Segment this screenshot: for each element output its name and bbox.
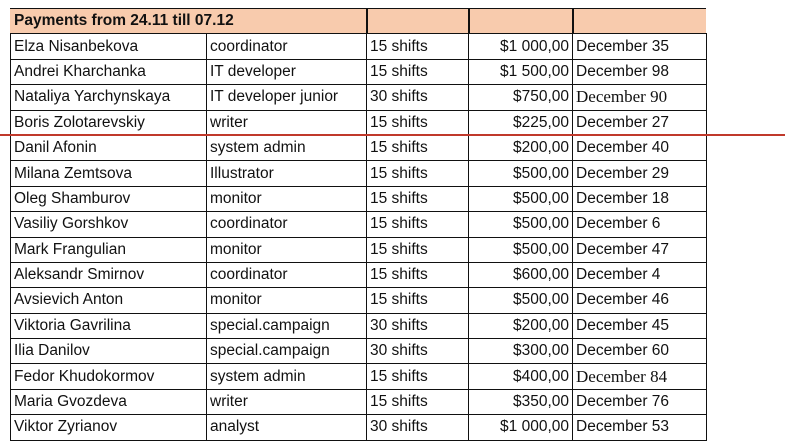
- role-cell: special.campaign: [207, 313, 367, 338]
- table-row: [11, 85, 707, 110]
- shifts-cell: 15 shifts: [367, 364, 469, 389]
- shifts-cell: 30 shifts: [367, 85, 469, 110]
- employee-name-cell: Fedor Khudokormov: [11, 364, 207, 389]
- amount-cell: $500,00: [469, 212, 573, 237]
- payments-table: [10, 8, 707, 441]
- role-cell: coordinator: [207, 212, 367, 237]
- employee-name-cell: Avsievich Anton: [11, 288, 207, 313]
- shifts-cell: 15 shifts: [367, 288, 469, 313]
- amount-cell: $300,00: [469, 339, 573, 364]
- employee-name-cell: Maria Gvozdeva: [11, 389, 207, 414]
- payments-table-body: [11, 9, 707, 441]
- role-cell: special.campaign: [207, 339, 367, 364]
- date-cell: December 90: [573, 85, 707, 110]
- role-cell: monitor: [207, 288, 367, 313]
- amount-cell: $200,00: [469, 135, 573, 160]
- table-row: [11, 161, 707, 186]
- shifts-cell: 15 shifts: [367, 186, 469, 211]
- role-cell: coordinator: [207, 262, 367, 287]
- amount-cell: $225,00: [469, 110, 573, 135]
- payments-title: Payments from 24.11 till 07.12: [14, 12, 234, 30]
- date-cell: December 29: [573, 161, 707, 186]
- table-row: [11, 237, 707, 262]
- date-cell: December 76: [573, 389, 707, 414]
- employee-name-cell: Aleksandr Smirnov: [11, 262, 207, 287]
- table-row: [11, 59, 707, 84]
- shifts-cell: 30 shifts: [367, 339, 469, 364]
- shifts-cell: 15 shifts: [367, 135, 469, 160]
- amount-cell: $1 000,00: [469, 34, 573, 59]
- date-cell: December 27: [573, 110, 707, 135]
- amount-cell: $750,00: [469, 85, 573, 110]
- table-row: [11, 313, 707, 338]
- employee-name-cell: Mark Frangulian: [11, 237, 207, 262]
- date-cell: December 40: [573, 135, 707, 160]
- role-cell: IT developer junior: [207, 85, 367, 110]
- role-cell: monitor: [207, 237, 367, 262]
- header-empty-cell: [469, 9, 573, 34]
- amount-cell: $400,00: [469, 364, 573, 389]
- role-cell: Illustrator: [207, 161, 367, 186]
- amount-cell: $500,00: [469, 186, 573, 211]
- shifts-cell: 15 shifts: [367, 110, 469, 135]
- header-title-cell: [11, 9, 367, 34]
- employee-name-cell: Andrei Kharchanka: [11, 59, 207, 84]
- table-row: [11, 288, 707, 313]
- employee-name-cell: Danil Afonin: [11, 135, 207, 160]
- role-cell: writer: [207, 389, 367, 414]
- table-row: [11, 34, 707, 59]
- date-cell: December 45: [573, 313, 707, 338]
- shifts-cell: 15 shifts: [367, 212, 469, 237]
- date-cell: December 18: [573, 186, 707, 211]
- amount-cell: $500,00: [469, 237, 573, 262]
- amount-cell: $350,00: [469, 389, 573, 414]
- date-cell: December 84: [573, 364, 707, 389]
- table-header-row: [11, 9, 707, 34]
- table-row: [11, 110, 707, 135]
- amount-cell: $200,00: [469, 313, 573, 338]
- role-cell: monitor: [207, 186, 367, 211]
- shifts-cell: 15 shifts: [367, 389, 469, 414]
- date-cell: December 35: [573, 34, 707, 59]
- role-cell: analyst: [207, 415, 367, 440]
- date-cell: December 46: [573, 288, 707, 313]
- shifts-cell: 15 shifts: [367, 161, 469, 186]
- amount-cell: $1 000,00: [469, 415, 573, 440]
- role-cell: system admin: [207, 364, 367, 389]
- table-row: [11, 364, 707, 389]
- date-cell: December 47: [573, 237, 707, 262]
- date-cell: December 60: [573, 339, 707, 364]
- date-cell: December 4: [573, 262, 707, 287]
- role-cell: writer: [207, 110, 367, 135]
- employee-name-cell: Elza Nisanbekova: [11, 34, 207, 59]
- role-cell: coordinator: [207, 34, 367, 59]
- employee-name-cell: Viktoria Gavrilina: [11, 313, 207, 338]
- shifts-cell: 30 shifts: [367, 313, 469, 338]
- table-row: [11, 389, 707, 414]
- employee-name-cell: Milana Zemtsova: [11, 161, 207, 186]
- table-row: [11, 186, 707, 211]
- role-cell: system admin: [207, 135, 367, 160]
- shifts-cell: 15 shifts: [367, 59, 469, 84]
- shifts-cell: 15 shifts: [367, 262, 469, 287]
- amount-cell: $600,00: [469, 262, 573, 287]
- employee-name-cell: Boris Zolotarevskiy: [11, 110, 207, 135]
- table-row: [11, 262, 707, 287]
- employee-name-cell: Vasiliy Gorshkov: [11, 212, 207, 237]
- shifts-cell: 15 shifts: [367, 34, 469, 59]
- header-empty-cell: [573, 9, 707, 34]
- amount-cell: $500,00: [469, 288, 573, 313]
- employee-name-cell: Ilia Danilov: [11, 339, 207, 364]
- employee-name-cell: Oleg Shamburov: [11, 186, 207, 211]
- employee-name-cell: Nataliya Yarchynskaya: [11, 85, 207, 110]
- header-empty-cell: [367, 9, 469, 34]
- date-cell: December 53: [573, 415, 707, 440]
- date-cell: December 98: [573, 59, 707, 84]
- shifts-cell: 15 shifts: [367, 237, 469, 262]
- date-cell: December 6: [573, 212, 707, 237]
- table-row: [11, 415, 707, 440]
- role-cell: IT developer: [207, 59, 367, 84]
- amount-cell: $1 500,00: [469, 59, 573, 84]
- shifts-cell: 30 shifts: [367, 415, 469, 440]
- employee-name-cell: Viktor Zyrianov: [11, 415, 207, 440]
- table-row: [11, 339, 707, 364]
- amount-cell: $500,00: [469, 161, 573, 186]
- table-row: [11, 135, 707, 160]
- table-row: [11, 212, 707, 237]
- red-divider-line: [0, 134, 785, 136]
